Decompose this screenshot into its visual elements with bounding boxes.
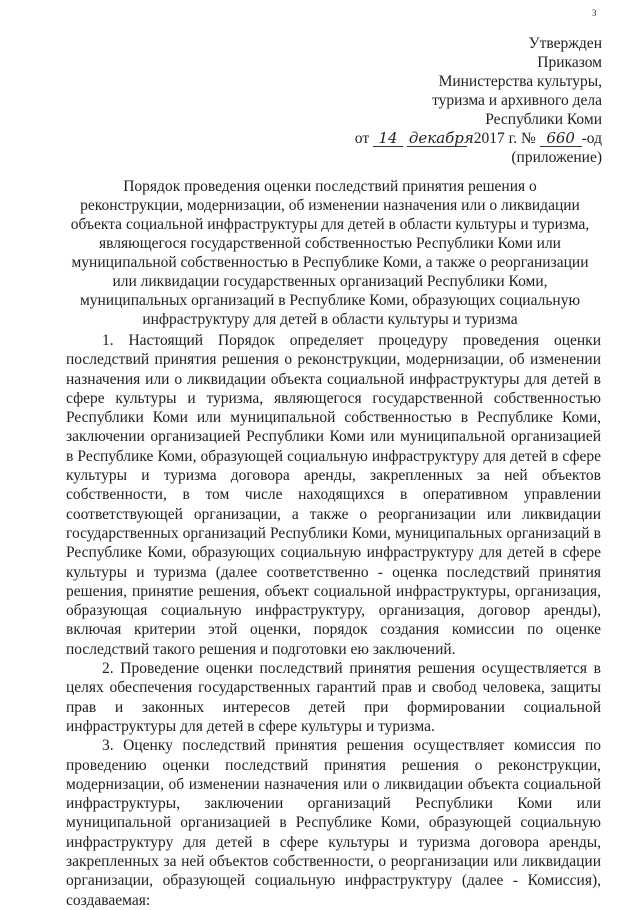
paragraph-3: 3. Оценку последствий принятия решения осуществляет комиссия по проведению оценки последствий принятия решения о реконструкции, модернизации, об изменении назначения или о ликвидации объекта социальной инфраструктуры, заключении организаций Республики Коми или муниципальной организацией в Республике Коми, образующей социальную инфраструктуру для детей в сфере культуры и туризма договора аренды, закрепленных за ней объектов собственности, о реорганизации или ликвидации организации, образующей социальную инфраструктуру (далее - Комиссия), создаваемая:	[66, 737, 601, 909]
document-body	[66, 331, 601, 910]
order-suffix: -од	[581, 130, 602, 147]
approval-line-order: Приказом	[537, 54, 602, 71]
approval-line-appendix: (приложение)	[511, 149, 602, 166]
paragraph-2: 2. Проведение оценки последствий принятия решения осуществляется в целях обеспечения государственных гарантий прав и свобод человека, защиты прав и законных интересов детей при формировании социальной инфраструктуры для детей в сфере культуры и туризма.	[66, 660, 601, 735]
page-number: 3	[592, 8, 597, 18]
approval-stamp-block	[355, 34, 602, 167]
approval-line-republic: Республики Коми	[485, 111, 602, 128]
paragraph-1: 1. Настоящий Порядок определяет процедуру проведения оценки последствий принятия решения о реконструкции, модернизации, об изменении назначения или о ликвидации объекта социальной инфраструктуры для детей в сфере культуры и туризма, являющегося государственной собственностью Республики Коми или муниципальной собственностью в Республике Коми, заключении организацией Республики Коми или муниципальной организацией в Республике Коми, образующей социальную инфраструктуру для детей в сфере культуры и туризма договора аренды, закрепленных за ней объектов собственности, в том числе находящихся в оперативном управлении соответствующей организации, а также о реорганизации или ликвидации государственных организаций Республики Коми, муниципальных организаций в Республике Коми, образующих социальную инфраструктуру для детей в сфере культуры и туризма (далее соответственно - оценка последствий принятия решения, принятие решения, объект социальной инфраструктуры, организация, образующая социальную инфраструктуру, организация, договор аренды), включая критерии этой оценки, порядок создания комиссии по оценке последствий такого решения и подготовки ею заключений.	[66, 332, 601, 658]
approval-line-approved: Утвержден	[528, 35, 602, 52]
approval-line-ministry: Министерства культуры,	[438, 73, 602, 90]
date-prefix: от	[354, 130, 370, 147]
handwritten-order-number: 660	[540, 130, 582, 147]
date-year: 2017 г. №	[473, 130, 536, 147]
approval-line-date	[355, 129, 602, 148]
handwritten-day: 14	[373, 130, 403, 147]
approval-line-ministry-cont: туризма и архивного дела	[432, 92, 602, 109]
document-title: Порядок проведения оценки последствий принятия решения о реконструкции, модернизации, об изменении назначения или о ликвидации объекта социальной инфраструктуры для детей в области культуры и туризма, являющегося государственной собственностью Республики Коми или муниципальной собственностью в Республике Коми, а также о реорганизации или ликвидации государственных организаций Республики Коми, муниципальных организаций в Республике Коми, образующих социальную инфраструктуру для детей в области культуры и туризма	[70, 178, 590, 328]
handwritten-month: декабря	[408, 129, 474, 147]
